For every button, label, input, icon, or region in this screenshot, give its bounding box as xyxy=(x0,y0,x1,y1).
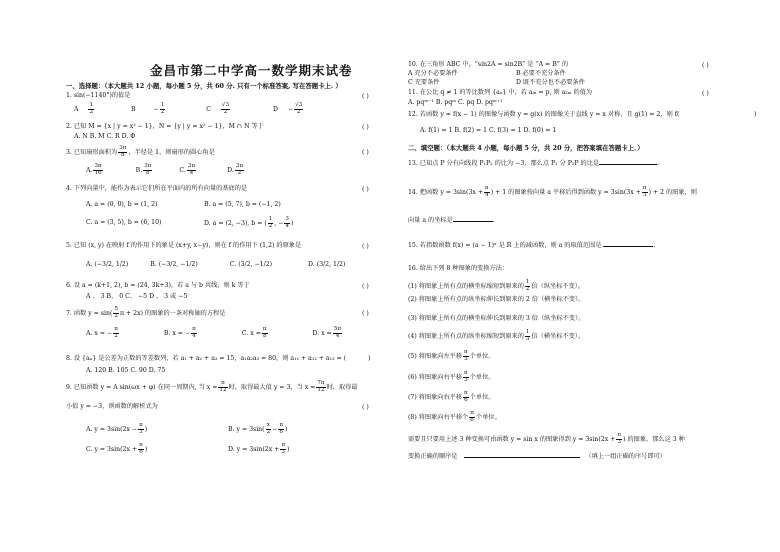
q16-item-4: (4) 将图象上所有点的纵坐标缩短到原来的 $\frac{1}{3}$ 倍（横坐标不变）。 xyxy=(408,329,585,342)
section-2-heading: 二、填空题：（本大题共 4 小题，每小题 5 分，共 20 分，把答案填在答题卡上．） xyxy=(408,144,644,152)
section-1-heading: 一、选择题：（本大题共 12 小题，每小题 5 分，共 60 分. 只有一个标准答案, 写在答题卡上. ） xyxy=(66,82,342,90)
q3-stem: 3. 已知扇形面积为 $\frac{3\pi}{8}$ ，半径是 1，则扇形的圆心角是 xyxy=(66,145,215,158)
q14-line1: 14. 把函数 y = 3sin(3x + $\frac{\pi}{4}$ ) + 1 的图象按向量 a 平移后得到函数 y = 3sin(3x + $\frac{\pi}{3}$ ) + 2 的图象，则 xyxy=(408,185,697,198)
q9-answer-paren: ( ) xyxy=(362,404,369,411)
q10-option-c: C 充要条件 xyxy=(408,79,440,86)
q10-option-b: B 必要不充分条件 xyxy=(516,70,566,77)
q16-conclusion-line2: 变换正确的顺序是 （填上一组正确的序号即可） xyxy=(408,453,666,460)
q9-option-a: A. y = 3sin(2x − $\frac{\pi}{3}$ ) xyxy=(86,422,148,435)
q2-stem: 2. 已知 M = {x | y = x² − 1}，N = {y | y = x² − 1}，M ∩ N 等于 xyxy=(66,123,264,130)
q2-answer-paren: ( ) xyxy=(362,124,369,131)
q16-item-5: (5) 将图象向左平移 $\frac{\pi}{3}$ 个单位。 xyxy=(408,349,495,362)
q16-item-1: (1) 将图象上所有点的横坐标缩短到原来的 $\frac{1}{2}$ 倍（纵坐标不变）。 xyxy=(408,279,585,292)
q2-options: A. N B. M C. R D. Φ xyxy=(74,133,136,140)
q9-option-c: C. y = 3sin(2x + $\frac{\pi}{6}$ ) xyxy=(86,442,148,455)
q16-conclusion: 需要且只要用上述 3 种变换可由函数 y = sin x 的图象得到 y = 3sin(2x + $\frac{\pi}{3}$ ) 的图象，那么这 3 种 xyxy=(408,432,685,445)
q1-options: A $\frac{1}{2}$ B − $\frac{1}{2}$ C $\frac{√3}{2}$ D − $\frac{√3}{2}$ xyxy=(74,102,303,115)
q5-options: A. (−3/2, 1/2) B. (−3/2, −1/2) C. (3/2, −1/2) D. (3/2, 1/2) xyxy=(86,261,346,268)
q15-stem: 15. 若指数函数 f(x) = (a − 1)ˣ 是 R 上的减函数，则 a 的取值范围是 . xyxy=(408,242,656,249)
q16-item-3: (3) 将图象上所有点的横坐标伸长到原来的 3 倍（纵坐标不变）。 xyxy=(408,315,585,322)
q12-stem: 12. 若函数 y = f(x − 1) 的图像与函数 y = g(x) 的图像关于直线 y = x 对称，且 g(1) = 2，则 f( xyxy=(408,111,680,118)
q9-stem-line2: 小值 y = −3，则函数的解析式为 xyxy=(66,403,158,410)
q1-stem: 1. sin(−1140°)的值是 xyxy=(66,92,131,99)
q4-stem: 4. 下列向量中，能作为表示它们所在平面内的所有向量的基底的是 xyxy=(66,185,248,192)
q4-answer-paren: ( ) xyxy=(362,186,369,193)
q5-answer-paren: ( ) xyxy=(362,243,369,250)
q9-option-d: D. y = 3sin(2x + $\frac{\pi}{3}$ ) xyxy=(228,442,290,455)
q7-stem: 7. 函数 y = sin( $\frac{5}{2}$ π + 2x) 的图象的一条对称轴的方程是 xyxy=(66,306,226,319)
q15-answer-blank[interactable] xyxy=(603,240,653,247)
q16-answer-blank[interactable] xyxy=(464,451,580,458)
exam-title: 金昌市第二中学高一数学期末试卷 xyxy=(150,63,353,78)
q4-option-a: A. a = (0, 0), b = (1, 2) xyxy=(86,201,158,208)
q8-stem: 8. 设 {aₙ} 是公差为正数的等差数列，若 a₁ + a₂ + a₃ = 15，a₁a₂a₃ = 80，则 a₁₁ + a₁₂ + a₁₃ = ( xyxy=(66,355,347,362)
q11-options: A. pqᵐ⁻¹ B. pqᵐ C. pq D. pqᵐ⁺¹ xyxy=(408,99,503,106)
q6-answer-paren: ( ) xyxy=(362,283,369,290)
q3-options: A. $\frac{3\pi}{16}$ B. $\frac{3\pi}{8}$ C. $\frac{3\pi}{4}$ D. $\frac{3\pi}{2}$ xyxy=(86,163,244,176)
q9-option-b: B. y = 3sin( $\frac{x}{2}$ − $\frac{\pi}{6}$ ) xyxy=(228,422,288,435)
q10-stem: 10. 在三角形 ABC 中，“sin2A = sin2B” 是 “A = B” 的 xyxy=(408,61,569,68)
q5-stem: 5. 已知 (x, y) 在映射 f 的作用下的象是 (x+y, x−y)，则在 f 的作用下 (1,2) 的原象是 xyxy=(66,242,302,249)
q11-stem: 11. 在公比 q ≠ 1 的等比数列 {aₙ} 中，若 aₘ = p, 则 a₂ₘ 的值为 xyxy=(408,89,593,96)
q16-item-7: (7) 将图象向右平移 $\frac{\pi}{6}$ 个单位。 xyxy=(408,390,495,403)
q4-option-c: C. a = (3, 5), b = (6, 10) xyxy=(86,219,162,226)
q16-item-6: (6) 将图象向右平移 $\frac{\pi}{3}$ 个单位。 xyxy=(408,370,495,383)
q4-option-d: D. a = (2, −3), b = ( $\frac{1}{2}$ , − $\frac{3}{4}$ ) xyxy=(204,216,294,229)
q13-answer-blank[interactable] xyxy=(599,158,657,165)
q8-paren-close: ) xyxy=(368,355,371,362)
q8-options: A. 120 B. 105 C. 90 D. 75 xyxy=(86,367,166,374)
q10-answer-paren: ( ) xyxy=(702,62,709,69)
q6-options: A 、 3 B、 0 C、 −5 D 、 3 或 −5 xyxy=(86,293,188,300)
q10-option-d: D 既不充分也不必要条件 xyxy=(516,79,585,86)
q16-item-2: (2) 将图象上所有点的纵坐标伸长到原来的 2 倍（横坐标不变）。 xyxy=(408,296,585,303)
q4-option-b: B. a = (5, 7), b = (−1, 2) xyxy=(204,201,281,208)
q10-option-a: A 充分不必要条件 xyxy=(408,70,458,77)
q7-options: A. x = − $\frac{\pi}{2}$ B. x = − $\frac{\pi}{4}$ C. x = $\frac{\pi}{8}$ D. x = $\frac{5\pi}{4}$ xyxy=(86,326,342,339)
q13-stem: 13. 已知点 P 分有向线段 P₁P₂ 的比为 −3，那么点 P₁ 分 P₂P 的比是 . xyxy=(408,160,660,167)
q6-stem: 6. 设 a = (k+1, 2), b = (24, 3k+3)，若 a 与 b 共线，则 k 等于 xyxy=(66,282,250,289)
q12-paren-close: ) xyxy=(754,111,757,118)
q11-answer-paren: ( ) xyxy=(702,90,709,97)
q1-answer-paren: ( ) xyxy=(362,93,369,100)
q12-options: A. f(1) = 1 B. f(2) = 1 C. f(3) = 1 D. f(0) = 1 xyxy=(420,127,557,134)
q3-answer-paren: ( ) xyxy=(362,149,369,156)
q7-answer-paren: ( ) xyxy=(362,310,369,317)
q16-stem: 16. 给出下列 8 种图象的变换方法： xyxy=(408,265,509,272)
q14-line2: 向量 a 的坐标是 . xyxy=(408,217,495,224)
q9-stem: 9. 已知函数 y = A sin(ωx + φ) 在同一周期内, 当 x = $\frac{\pi}{12}$ 时，取得最大值 y = 3，当 x = $\frac{7\pi}{12}$ 时，取得最 xyxy=(66,380,358,393)
q16-item-8: (8) 将图象向右平移个 $\frac{\pi}{6}$ 个单位。 xyxy=(408,410,501,423)
q14-answer-blank[interactable] xyxy=(453,215,493,222)
